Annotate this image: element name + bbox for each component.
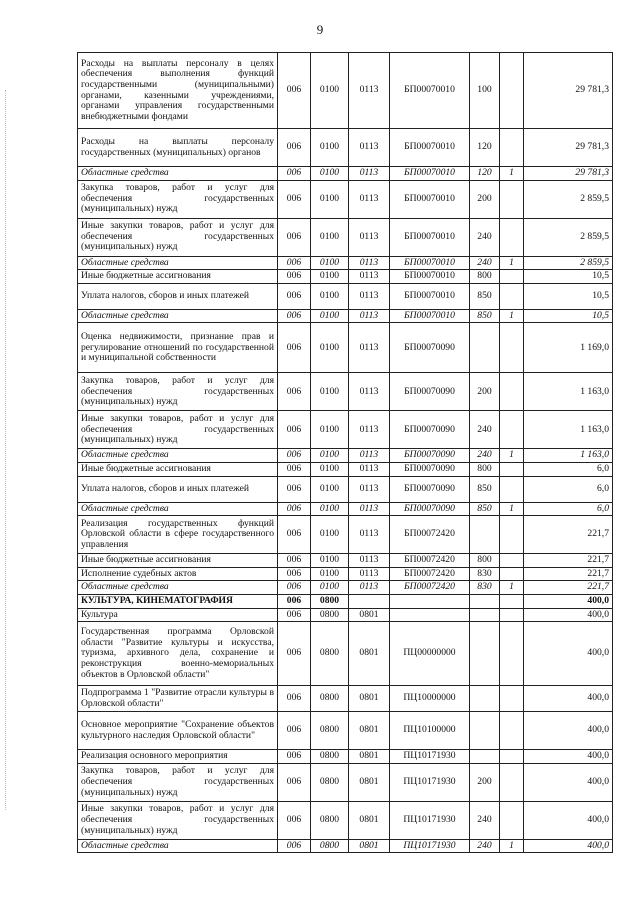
cell-source: 1 bbox=[500, 256, 524, 270]
cell-expense-type: 850 bbox=[470, 309, 500, 323]
cell-section-code: 0100 bbox=[311, 476, 349, 502]
cell-section-code: 0100 bbox=[311, 323, 349, 373]
table-row bbox=[78, 283, 613, 309]
cell-section-code: 0800 bbox=[311, 750, 349, 764]
cell-source bbox=[500, 750, 524, 764]
cell-expense-type: 100 bbox=[470, 53, 500, 129]
cell-source: 1 bbox=[500, 581, 524, 595]
row-name: Иные бюджетные ассигнования bbox=[78, 462, 278, 476]
cell-subsection-code: 0113 bbox=[349, 567, 390, 581]
row-name: Иные закупки товаров, работ и услуг для обеспечения государственных (муниципальных) нужд bbox=[78, 218, 278, 256]
cell-source bbox=[500, 129, 524, 167]
cell-gr-code: 006 bbox=[278, 567, 311, 581]
cell-gr-code: 006 bbox=[278, 373, 311, 411]
cell-gr-code: 006 bbox=[278, 581, 311, 595]
cell-section-code: 0100 bbox=[311, 373, 349, 411]
cell-subsection-code: 0113 bbox=[349, 180, 390, 218]
cell-amount: 221,7 bbox=[524, 567, 613, 581]
cell-source bbox=[500, 712, 524, 750]
row-name: Реализация государственных функций Орловской области в сфере государственного управления bbox=[78, 516, 278, 554]
cell-target-article: БП00070010 bbox=[390, 256, 470, 270]
cell-source bbox=[500, 594, 524, 608]
regional-funds-row bbox=[78, 581, 613, 595]
table-row bbox=[78, 373, 613, 411]
table-row bbox=[78, 763, 613, 801]
cell-subsection-code: 0801 bbox=[349, 712, 390, 750]
row-name: Иные бюджетные ассигнования bbox=[78, 270, 278, 284]
row-name: Областные средства bbox=[78, 309, 278, 323]
cell-amount: 221,7 bbox=[524, 581, 613, 595]
cell-subsection-code: 0113 bbox=[349, 270, 390, 284]
table-row bbox=[78, 53, 613, 129]
cell-section-code: 0800 bbox=[311, 839, 349, 853]
cell-subsection-code: 0113 bbox=[349, 554, 390, 568]
row-name: Уплата налогов, сборов и иных платежей bbox=[78, 476, 278, 502]
cell-amount: 1 163,0 bbox=[524, 449, 613, 463]
cell-expense-type: 120 bbox=[470, 129, 500, 167]
cell-subsection-code: 0801 bbox=[349, 839, 390, 853]
row-name: Областные средства bbox=[78, 167, 278, 181]
row-name: Областные средства bbox=[78, 839, 278, 853]
cell-expense-type: 240 bbox=[470, 801, 500, 839]
cell-subsection-code: 0113 bbox=[349, 129, 390, 167]
cell-target-article: БП00070090 bbox=[390, 373, 470, 411]
cell-gr-code: 006 bbox=[278, 218, 311, 256]
table-row bbox=[78, 567, 613, 581]
cell-source bbox=[500, 516, 524, 554]
cell-gr-code: 006 bbox=[278, 476, 311, 502]
cell-amount: 2 859,5 bbox=[524, 180, 613, 218]
cell-target-article: ПЦ10171930 bbox=[390, 763, 470, 801]
cell-gr-code: 006 bbox=[278, 462, 311, 476]
table-row bbox=[78, 476, 613, 502]
cell-amount: 400,0 bbox=[524, 839, 613, 853]
cell-amount: 400,0 bbox=[524, 608, 613, 622]
cell-amount: 400,0 bbox=[524, 622, 613, 686]
cell-section-code: 0100 bbox=[311, 449, 349, 463]
cell-gr-code: 006 bbox=[278, 411, 311, 449]
cell-target-article: БП00070010 bbox=[390, 129, 470, 167]
section-row bbox=[78, 594, 613, 608]
regional-funds-row bbox=[78, 256, 613, 270]
row-name: Областные средства bbox=[78, 581, 278, 595]
cell-expense-type bbox=[470, 516, 500, 554]
cell-gr-code: 006 bbox=[278, 270, 311, 284]
cell-subsection-code: 0113 bbox=[349, 53, 390, 129]
cell-gr-code: 006 bbox=[278, 180, 311, 218]
cell-amount: 400,0 bbox=[524, 686, 613, 712]
cell-expense-type: 800 bbox=[470, 554, 500, 568]
cell-target-article: БП00070010 bbox=[390, 270, 470, 284]
cell-section-code: 0100 bbox=[311, 502, 349, 516]
page-number: 9 bbox=[316, 22, 324, 37]
cell-section-code: 0100 bbox=[311, 462, 349, 476]
cell-source: 1 bbox=[500, 309, 524, 323]
cell-gr-code: 006 bbox=[278, 323, 311, 373]
cell-subsection-code: 0113 bbox=[349, 256, 390, 270]
cell-target-article: БП00070010 bbox=[390, 180, 470, 218]
cell-expense-type: 850 bbox=[470, 476, 500, 502]
cell-amount: 400,0 bbox=[524, 594, 613, 608]
cell-amount: 1 169,0 bbox=[524, 323, 613, 373]
row-name: КУЛЬТУРА, КИНЕМАТОГРАФИЯ bbox=[78, 594, 278, 608]
cell-source bbox=[500, 763, 524, 801]
cell-subsection-code: 0113 bbox=[349, 283, 390, 309]
cell-target-article: БП00070090 bbox=[390, 411, 470, 449]
cell-section-code: 0800 bbox=[311, 622, 349, 686]
cell-gr-code: 006 bbox=[278, 256, 311, 270]
cell-amount: 400,0 bbox=[524, 712, 613, 750]
cell-section-code: 0100 bbox=[311, 53, 349, 129]
cell-subsection-code: 0801 bbox=[349, 622, 390, 686]
table-row bbox=[78, 516, 613, 554]
cell-subsection-code: 0801 bbox=[349, 686, 390, 712]
cell-target-article: БП00070010 bbox=[390, 283, 470, 309]
row-name: Государственная программа Орловской области "Развитие культуры и искусства, туризма, архивного дела, сохранение и реконструкция военно-мемориальных объектов в Орловской области" bbox=[78, 622, 278, 686]
cell-amount: 221,7 bbox=[524, 516, 613, 554]
cell-expense-type bbox=[470, 622, 500, 686]
table-row bbox=[78, 608, 613, 622]
row-name: Закупка товаров, работ и услуг для обеспечения государственных (муниципальных) нужд bbox=[78, 180, 278, 218]
cell-expense-type: 200 bbox=[470, 763, 500, 801]
cell-amount: 2 859,5 bbox=[524, 218, 613, 256]
cell-source bbox=[500, 283, 524, 309]
cell-target-article: БП00070090 bbox=[390, 323, 470, 373]
cell-target-article bbox=[390, 594, 470, 608]
table-row bbox=[78, 180, 613, 218]
row-name: Расходы на выплаты персоналу в целях обеспечения выполнения функций государственными (муниципальными) органами, казенными учреждениями, органами управления государственными внебюджетными фондами bbox=[78, 53, 278, 129]
row-name: Культура bbox=[78, 608, 278, 622]
cell-source bbox=[500, 567, 524, 581]
cell-target-article: БП00070090 bbox=[390, 462, 470, 476]
cell-expense-type: 850 bbox=[470, 502, 500, 516]
row-name: Подпрограмма 1 "Развитие отрасли культуры в Орловской области" bbox=[78, 686, 278, 712]
cell-gr-code: 006 bbox=[278, 554, 311, 568]
cell-section-code: 0800 bbox=[311, 608, 349, 622]
cell-source bbox=[500, 180, 524, 218]
cell-expense-type: 830 bbox=[470, 567, 500, 581]
cell-target-article: БП00070090 bbox=[390, 476, 470, 502]
cell-source bbox=[500, 476, 524, 502]
budget-table bbox=[77, 52, 613, 853]
cell-gr-code: 006 bbox=[278, 53, 311, 129]
cell-gr-code: 006 bbox=[278, 167, 311, 181]
cell-expense-type: 240 bbox=[470, 449, 500, 463]
cell-amount: 10,5 bbox=[524, 283, 613, 309]
cell-expense-type bbox=[470, 608, 500, 622]
cell-subsection-code: 0113 bbox=[349, 581, 390, 595]
cell-section-code: 0100 bbox=[311, 270, 349, 284]
cell-section-code: 0100 bbox=[311, 411, 349, 449]
cell-gr-code: 006 bbox=[278, 801, 311, 839]
cell-source: 1 bbox=[500, 449, 524, 463]
cell-target-article: ПЦ10171930 bbox=[390, 750, 470, 764]
cell-target-article bbox=[390, 608, 470, 622]
cell-source bbox=[500, 270, 524, 284]
cell-source bbox=[500, 801, 524, 839]
cell-expense-type: 200 bbox=[470, 180, 500, 218]
cell-section-code: 0100 bbox=[311, 581, 349, 595]
table-row bbox=[78, 270, 613, 284]
table-row bbox=[78, 411, 613, 449]
row-name: Закупка товаров, работ и услуг для обеспечения государственных (муниципальных) нужд bbox=[78, 763, 278, 801]
regional-funds-row bbox=[78, 502, 613, 516]
row-name: Иные бюджетные ассигнования bbox=[78, 554, 278, 568]
cell-target-article: БП00072420 bbox=[390, 581, 470, 595]
cell-source: 1 bbox=[500, 839, 524, 853]
budget-table-body bbox=[78, 53, 613, 853]
cell-section-code: 0100 bbox=[311, 516, 349, 554]
row-name: Иные закупки товаров, работ и услуг для обеспечения государственных (муниципальных) нужд bbox=[78, 801, 278, 839]
cell-expense-type: 240 bbox=[470, 839, 500, 853]
row-name: Иные закупки товаров, работ и услуг для обеспечения государственных (муниципальных) нужд bbox=[78, 411, 278, 449]
cell-source bbox=[500, 686, 524, 712]
cell-gr-code: 006 bbox=[278, 129, 311, 167]
cell-expense-type: 120 bbox=[470, 167, 500, 181]
regional-funds-row bbox=[78, 167, 613, 181]
cell-expense-type: 800 bbox=[470, 462, 500, 476]
cell-subsection-code: 0801 bbox=[349, 763, 390, 801]
cell-section-code: 0800 bbox=[311, 763, 349, 801]
cell-subsection-code: 0113 bbox=[349, 309, 390, 323]
cell-subsection-code bbox=[349, 594, 390, 608]
cell-subsection-code: 0801 bbox=[349, 750, 390, 764]
cell-amount: 29 781,3 bbox=[524, 167, 613, 181]
cell-expense-type: 850 bbox=[470, 283, 500, 309]
cell-source bbox=[500, 53, 524, 129]
cell-subsection-code: 0113 bbox=[349, 502, 390, 516]
cell-subsection-code: 0113 bbox=[349, 323, 390, 373]
cell-amount: 400,0 bbox=[524, 750, 613, 764]
regional-funds-row bbox=[78, 839, 613, 853]
cell-subsection-code: 0113 bbox=[349, 449, 390, 463]
cell-target-article: ПЦ10100000 bbox=[390, 712, 470, 750]
cell-target-article: БП00070010 bbox=[390, 167, 470, 181]
cell-amount: 29 781,3 bbox=[524, 53, 613, 129]
regional-funds-row bbox=[78, 309, 613, 323]
cell-expense-type bbox=[470, 323, 500, 373]
cell-gr-code: 006 bbox=[278, 516, 311, 554]
cell-subsection-code: 0113 bbox=[349, 462, 390, 476]
cell-amount: 2 859,5 bbox=[524, 256, 613, 270]
cell-target-article: БП00070010 bbox=[390, 218, 470, 256]
row-name: Оценка недвижимости, признание прав и регулирование отношений по государственной и муниципальной собственности bbox=[78, 323, 278, 373]
cell-gr-code: 006 bbox=[278, 686, 311, 712]
cell-gr-code: 006 bbox=[278, 839, 311, 853]
cell-source bbox=[500, 218, 524, 256]
cell-target-article: БП00072420 bbox=[390, 516, 470, 554]
cell-amount: 1 163,0 bbox=[524, 411, 613, 449]
cell-gr-code: 006 bbox=[278, 502, 311, 516]
cell-gr-code: 006 bbox=[278, 608, 311, 622]
cell-target-article: ПЦ00000000 bbox=[390, 622, 470, 686]
cell-expense-type: 240 bbox=[470, 256, 500, 270]
table-row bbox=[78, 801, 613, 839]
cell-gr-code: 006 bbox=[278, 594, 311, 608]
cell-section-code: 0800 bbox=[311, 712, 349, 750]
cell-amount: 10,5 bbox=[524, 309, 613, 323]
cell-target-article: ПЦ10000000 bbox=[390, 686, 470, 712]
table-row bbox=[78, 712, 613, 750]
cell-target-article: БП00070010 bbox=[390, 53, 470, 129]
cell-amount: 221,7 bbox=[524, 554, 613, 568]
cell-section-code: 0100 bbox=[311, 283, 349, 309]
cell-source bbox=[500, 411, 524, 449]
row-name: Реализация основного мероприятия bbox=[78, 750, 278, 764]
cell-gr-code: 006 bbox=[278, 622, 311, 686]
cell-subsection-code: 0113 bbox=[349, 373, 390, 411]
cell-expense-type bbox=[470, 594, 500, 608]
cell-target-article: БП00072420 bbox=[390, 567, 470, 581]
cell-section-code: 0100 bbox=[311, 567, 349, 581]
cell-expense-type bbox=[470, 686, 500, 712]
cell-source bbox=[500, 373, 524, 411]
table-row bbox=[78, 462, 613, 476]
cell-source: 1 bbox=[500, 502, 524, 516]
cell-subsection-code: 0801 bbox=[349, 608, 390, 622]
cell-target-article: ПЦ10171930 bbox=[390, 801, 470, 839]
cell-target-article: БП00070090 bbox=[390, 502, 470, 516]
cell-subsection-code: 0113 bbox=[349, 167, 390, 181]
cell-source bbox=[500, 323, 524, 373]
cell-amount: 400,0 bbox=[524, 801, 613, 839]
row-name: Областные средства bbox=[78, 256, 278, 270]
cell-section-code: 0800 bbox=[311, 594, 349, 608]
row-name: Уплата налогов, сборов и иных платежей bbox=[78, 283, 278, 309]
cell-amount: 6,0 bbox=[524, 502, 613, 516]
cell-target-article: ПЦ10171930 bbox=[390, 839, 470, 853]
table-row bbox=[78, 323, 613, 373]
row-name: Областные средства bbox=[78, 502, 278, 516]
table-row bbox=[78, 686, 613, 712]
cell-gr-code: 006 bbox=[278, 283, 311, 309]
cell-source bbox=[500, 608, 524, 622]
cell-section-code: 0100 bbox=[311, 129, 349, 167]
table-row bbox=[78, 750, 613, 764]
cell-source bbox=[500, 462, 524, 476]
row-name: Основное мероприятие "Сохранение объектов культурного наследия Орловской области" bbox=[78, 712, 278, 750]
table-row bbox=[78, 554, 613, 568]
cell-expense-type: 240 bbox=[470, 411, 500, 449]
cell-expense-type: 800 bbox=[470, 270, 500, 284]
cell-subsection-code: 0113 bbox=[349, 516, 390, 554]
cell-amount: 6,0 bbox=[524, 462, 613, 476]
cell-expense-type bbox=[470, 750, 500, 764]
cell-gr-code: 006 bbox=[278, 309, 311, 323]
cell-expense-type: 200 bbox=[470, 373, 500, 411]
cell-amount: 1 163,0 bbox=[524, 373, 613, 411]
cell-gr-code: 006 bbox=[278, 750, 311, 764]
row-name: Расходы на выплаты персоналу государственных (муниципальных) органов bbox=[78, 129, 278, 167]
cell-subsection-code: 0113 bbox=[349, 218, 390, 256]
table-row bbox=[78, 622, 613, 686]
cell-expense-type: 830 bbox=[470, 581, 500, 595]
row-name: Исполнение судебных актов bbox=[78, 567, 278, 581]
cell-gr-code: 006 bbox=[278, 449, 311, 463]
cell-source bbox=[500, 554, 524, 568]
cell-section-code: 0100 bbox=[311, 180, 349, 218]
table-row bbox=[78, 129, 613, 167]
cell-section-code: 0100 bbox=[311, 218, 349, 256]
cell-amount: 29 781,3 bbox=[524, 129, 613, 167]
cell-section-code: 0100 bbox=[311, 256, 349, 270]
row-name: Закупка товаров, работ и услуг для обеспечения государственных (муниципальных) нужд bbox=[78, 373, 278, 411]
cell-expense-type bbox=[470, 712, 500, 750]
cell-section-code: 0100 bbox=[311, 554, 349, 568]
cell-section-code: 0800 bbox=[311, 801, 349, 839]
cell-section-code: 0100 bbox=[311, 309, 349, 323]
cell-gr-code: 006 bbox=[278, 712, 311, 750]
cell-amount: 6,0 bbox=[524, 476, 613, 502]
cell-section-code: 0100 bbox=[311, 167, 349, 181]
cell-section-code: 0800 bbox=[311, 686, 349, 712]
cell-amount: 10,5 bbox=[524, 270, 613, 284]
cell-target-article: БП00070010 bbox=[390, 309, 470, 323]
cell-gr-code: 006 bbox=[278, 763, 311, 801]
table-row bbox=[78, 218, 613, 256]
row-name: Областные средства bbox=[78, 449, 278, 463]
regional-funds-row bbox=[78, 449, 613, 463]
cell-subsection-code: 0113 bbox=[349, 476, 390, 502]
cell-target-article: БП00070090 bbox=[390, 449, 470, 463]
cell-target-article: БП00072420 bbox=[390, 554, 470, 568]
cell-expense-type: 240 bbox=[470, 218, 500, 256]
cell-source: 1 bbox=[500, 167, 524, 181]
cell-subsection-code: 0113 bbox=[349, 411, 390, 449]
binding-margin-line bbox=[5, 90, 6, 810]
cell-source bbox=[500, 622, 524, 686]
cell-subsection-code: 0801 bbox=[349, 801, 390, 839]
cell-amount: 400,0 bbox=[524, 763, 613, 801]
